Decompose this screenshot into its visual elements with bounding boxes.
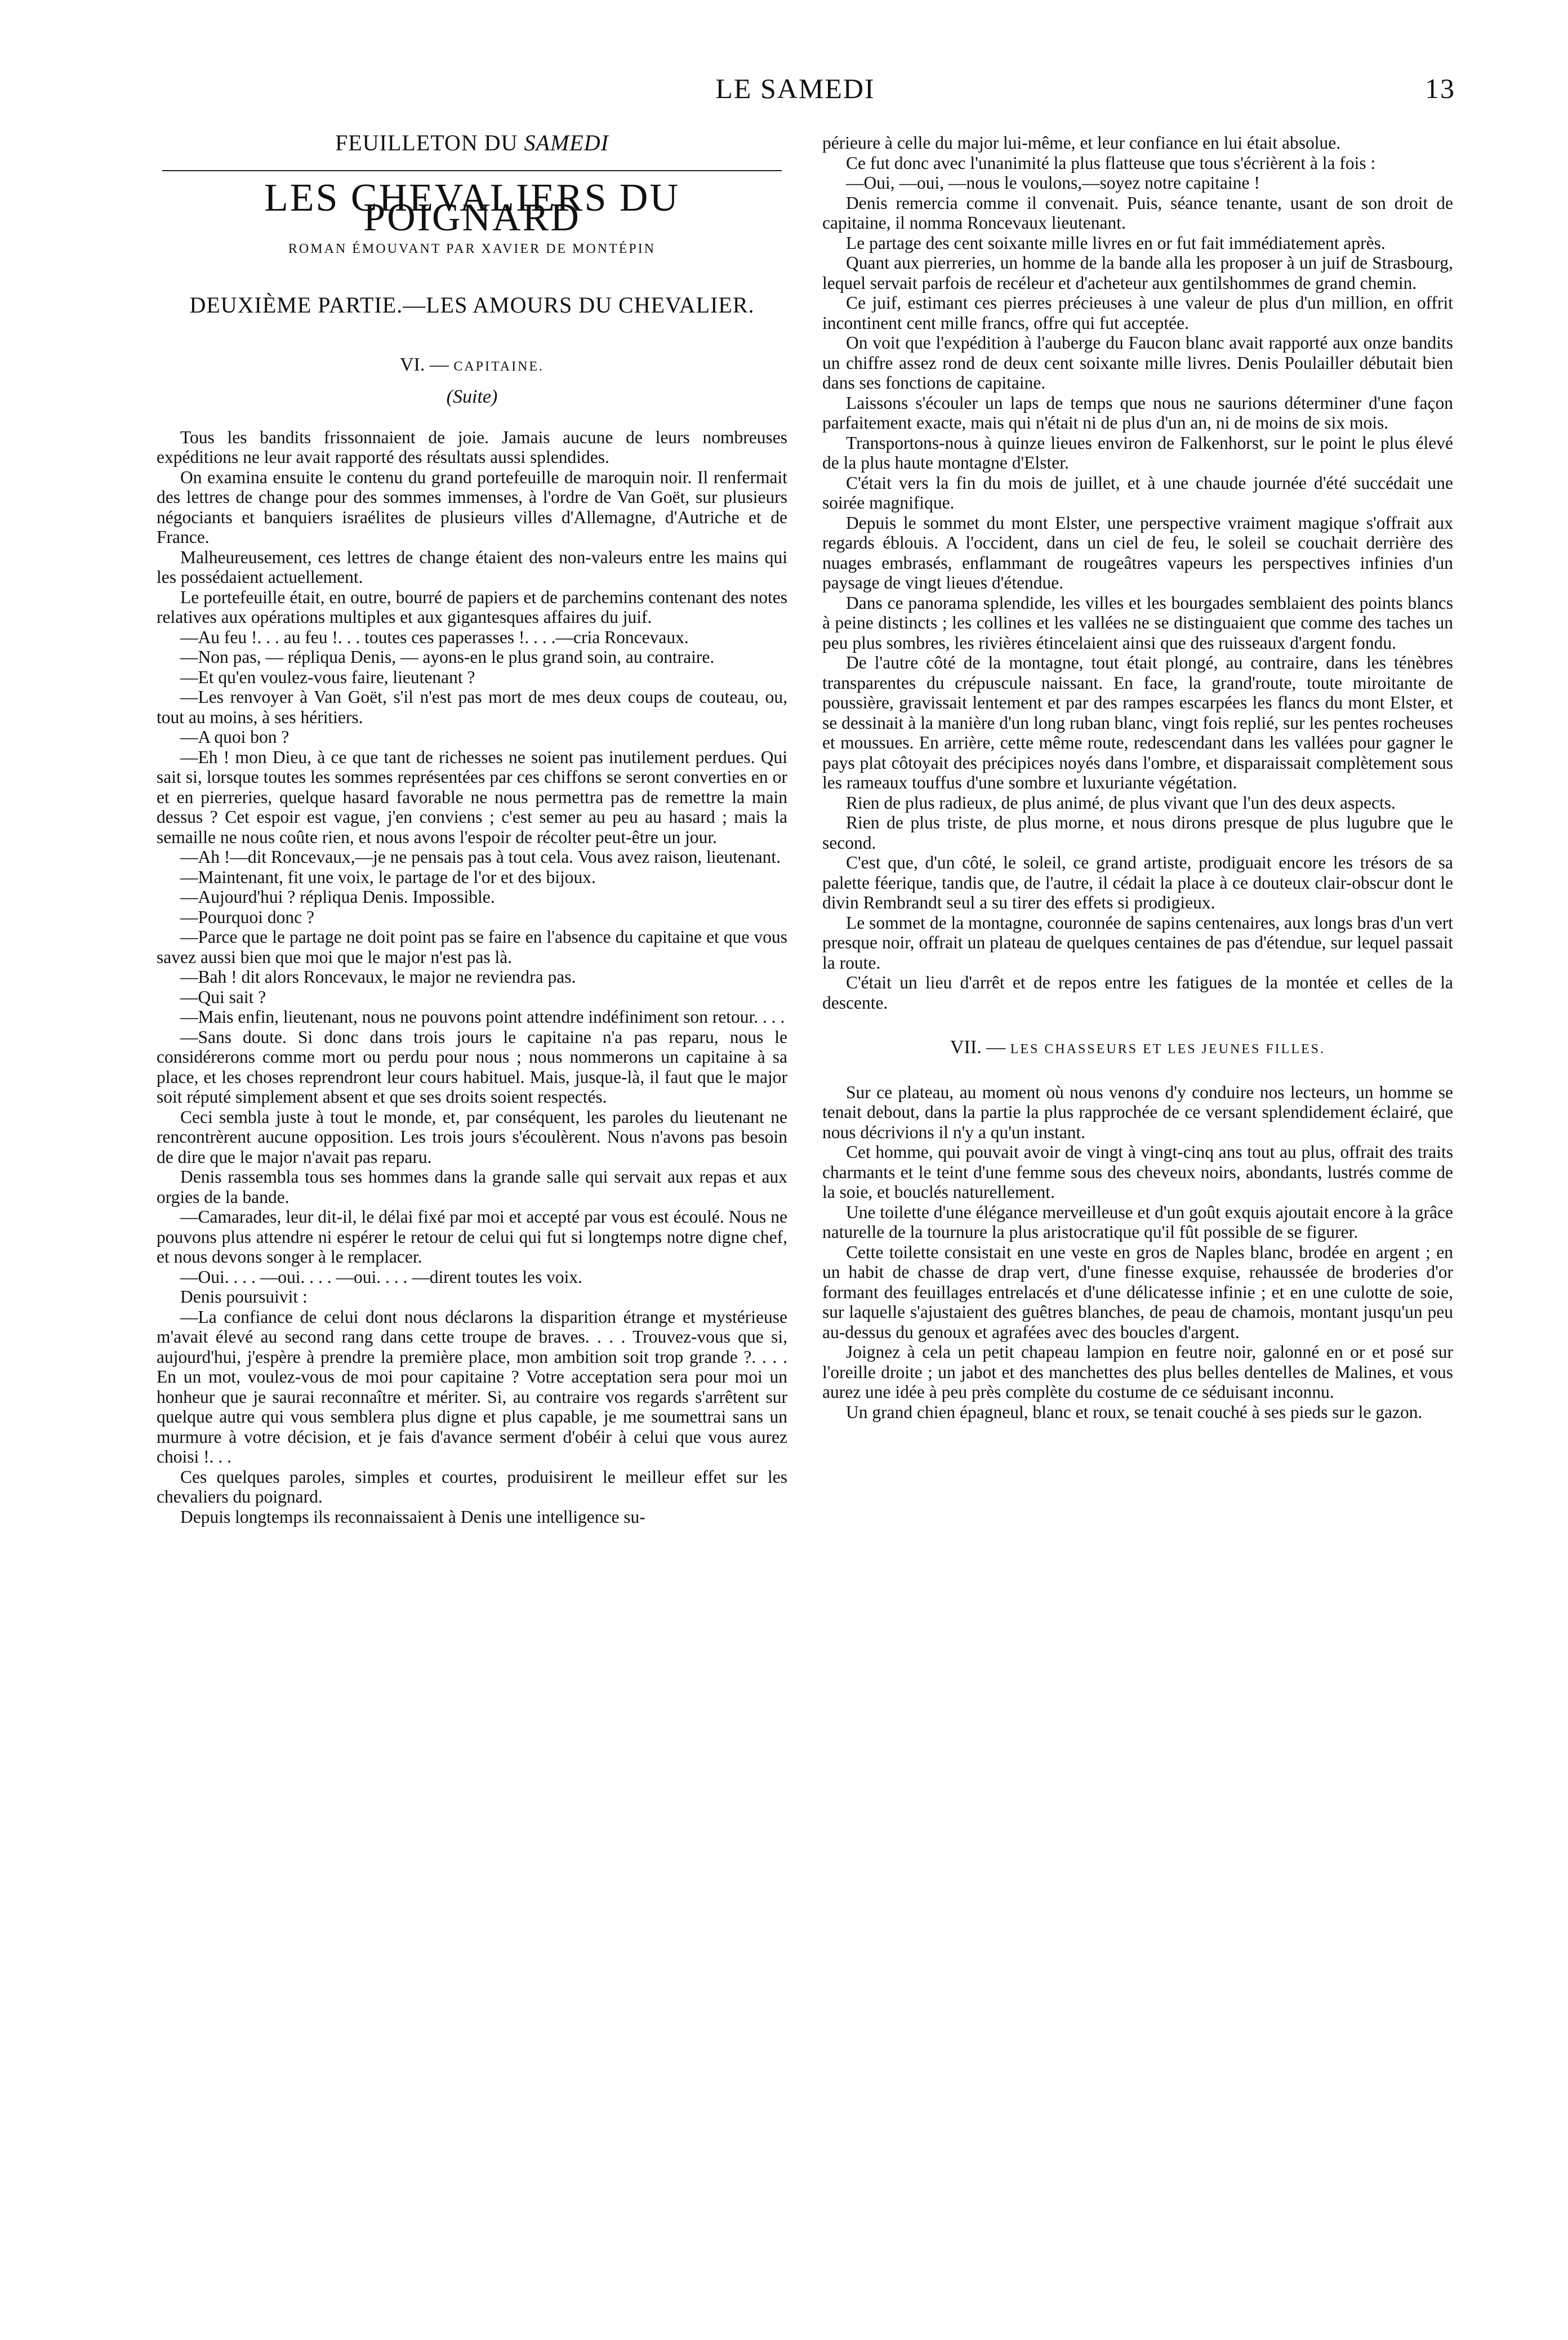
left-body-text [157,427,787,1527]
chapter-heading-vii: VII. — LES CHASSEURS ET LES JEUNES FILLES. [950,1037,1325,1058]
paragraph: —Eh ! mon Dieu, à ce que tant de richesses ne soient pas inutilement perdues. Qui sait si, lorsque toutes les sommes représentées par ces chiffons se seront converties en or et en pierreries, quelque hasard favorable ne nous permettra pas de remettre la main dessus ? Cet espoir est vague, j'en conviens ; c'est semer au peu au hasard ; mais la semaille ne nous coûte rien, et nous avons l'espoir de récolter peut-être un jour. [157,747,787,847]
paragraph: Laissons s'écouler un laps de temps que nous ne saurions déterminer d'une façon parfaitement exacte, mais qui n'était ni de plus d'un an, ni de moins de six mois. [822,393,1453,433]
novel-subtitle: ROMAN ÉMOUVANT PAR XAVIER DE MONTÉPIN [288,241,656,256]
paragraph: —Sans doute. Si donc dans trois jours le capitaine n'a pas reparu, nous le considérerons comme mort ou perdu pour nous ; nous nommerons un capitaine à sa place, et les choses reprendront leur cours habituel. Mais, jusque-là, il faut que le major soit réputé simplement absent et que ses droits soient respectés. [157,1027,787,1107]
paragraph: —Bah ! dit alors Roncevaux, le major ne reviendra pas. [180,967,576,987]
paragraph: Depuis longtemps ils reconnaissaient à Denis une intelligence su- [180,1506,645,1527]
paragraph: C'était vers la fin du mois de juillet, et à une chaude journée d'été succédait une soirée magnifique. [822,473,1453,512]
running-header [135,72,1455,108]
paragraph: De l'autre côté de la montagne, tout était plongé, au contraire, dans les ténèbres transparentes du crépuscule naissant. En face, la grand'route, toute miroitante de poussière, gravissait lentement et par des rampes escarpées les flancs du mont Elster, et se dessinait à la manière d'un long ruban blanc, vingt fois replié, sur les pentes rocheuses et moussues. En arrière, cette même route, redescendant dans les vallées pour gagner le pays plat côtoyait des précipices noyés dans l'ombre, et disparaissait complètement sous les rameaux touffus d'une sombre et luxuriante végétation. [822,653,1453,792]
right-column [822,133,1453,1422]
paragraph: —Qui sait ? [180,987,266,1007]
paragraph: Denis remercia comme il convenait. Puis, séance tenante, usant de son droit de capitaine, il nomma Roncevaux lieutenant. [822,193,1453,233]
paragraph: —Mais enfin, lieutenant, nous ne pouvons point attendre indéfiniment son retour. . . . [180,1007,785,1027]
paragraph: —Camarades, leur dit-il, le délai fixé par moi et accepté par vous est écoulé. Nous ne pouvons plus attendre ni espérer le retour de celui qui fut si longtemps notre digne chef, et nous devons songer à le remplacer. [157,1207,787,1267]
paragraph: Ceci sembla juste à tout le monde, et, par conséquent, les paroles du lieutenant ne rencontrèrent aucune opposition. Les trois jours s'écoulèrent. Nous n'avons pas besoin de dire que le major n'avait pas reparu. [157,1107,787,1167]
paragraph: —Parce que le partage ne doit point pas se faire en l'absence du capitaine et que vous savez aussi bien que moi que le major n'est pas là. [157,927,787,967]
paragraph: —Au feu !. . . au feu !. . . toutes ces paperasses !. . . .—cria Roncevaux. [180,627,689,647]
paragraph: Rien de plus radieux, de plus animé, de plus vivant que l'un des deux aspects. [846,792,1396,813]
paragraph: Malheureusement, ces lettres de change étaient des non-valeurs entre les mains qui les possédaient actuellement. [157,547,787,587]
paragraph: —Pourquoi donc ? [180,907,314,927]
paragraph: Un grand chien épagneul, blanc et roux, se tenait couché à ses pieds sur le gazon. [846,1402,1423,1422]
paragraph: Une toilette d'une élégance merveilleuse et d'un goût exquis ajoutait encore à la grâce naturelle de la tournure la plus aristocratique qu'il fût possible de se figurer. [822,1202,1453,1242]
paragraph: Cette toilette consistait en une veste en gros de Naples blanc, brodée en argent ; en un habit de chasse de drap vert, d'une finesse exquise, rehaussée de broderies d'or formant des feuillages entrelacés et d'une délicatesse infinie ; et en une culotte de soie, sur laquelle s'ajustaient des guêtres blanches, de peau de chamois, montant jusqu'un peu au-dessus du genoux et agrafées avec des boucles d'argent. [822,1242,1453,1342]
paragraph: Le partage des cent soixante mille livres en or fut fait immédiatement après. [846,233,1386,253]
paragraph: C'est que, d'un côté, le soleil, ce grand artiste, prodiguait encore les trésors de sa palette féerique, tandis que, de l'autre, il cédait la place à ce douteux clair-obscur dont le divin Rembrandt seul a su tirer des effets si prodigieux. [822,853,1453,912]
right-body-text [822,133,1453,1013]
paragraph: —La confiance de celui dont nous déclarons la disparition étrange et mystérieuse m'avait élevé au second rang dans cette troupe de braves. . . . Trouvez-vous que si, aujourd'hui, j'espère à prendre la première place, mon ambition soit trop grande ?. . . . En un mot, voulez-vous de moi pour capitaine ? Votre acceptation sera pour moi un honheur que je saurai reconnaître et mériter. Si, au contraire vos regards s'arrêtent sur quelque autre qui vous semblera plus digne et plus capable, je me soumettrai sans un murmure à votre décision, et je fais d'avance serment d'obéir à celui que vous aurez choisi !. . . [157,1307,787,1467]
paragraph: C'était un lieu d'arrêt et de repos entre les fatigues de la montée et celles de la descente. [822,973,1453,1013]
paragraph: —A quoi bon ? [180,727,289,747]
paragraph: —Non pas, — répliqua Denis, — ayons-en le plus grand soin, au contraire. [180,647,715,667]
paragraph: —Et qu'en voulez-vous faire, lieutenant ? [180,667,475,687]
paragraph: Joignez à cela un petit chapeau lampion en feutre noir, galonné en or et posé sur l'oreille droite ; un jabot et des manchettes des plus belles dentelles de Malines, et vous aurez une idée à peu près complète du costume de ce séduisant inconnu. [822,1342,1453,1402]
left-column [157,130,787,1527]
paragraph: —Ah !—dit Roncevaux,—je ne pensais pas à tout cela. Vous avez raison, lieutenant. [180,847,781,867]
paragraph: —Maintenant, fit une voix, le partage de l'or et des bijoux. [180,867,596,887]
paragraph: Quant aux pierreries, un homme de la bande alla les proposer à un juif de Strasbourg, lequel servait parfois de recéleur et d'acheteur aux gentilshommes de grand chemin. [822,253,1453,293]
running-title: LE SAMEDI [715,73,875,104]
feuilleton-label: FEUILLETON DU SAMEDI [335,130,609,155]
right-body-text-continued [822,1082,1453,1423]
paragraph: On examina ensuite le contenu du grand portefeuille de maroquin noir. Il renfermait des lettres de change pour des sommes immenses, à l'ordre de Van Goët, sur plusieurs négociants et banquiers israélites de plusieurs villes d'Allemagne, d'Autriche et de France. [157,467,787,547]
paragraph: —Oui, —oui, —nous le voulons,—soyez notre capitaine ! [846,173,1260,193]
paragraph: Denis rassembla tous ses hommes dans la grande salle qui servait aux repas et aux orgies de la bande. [157,1167,787,1207]
paragraph: On voit que l'expédition à l'auberge du Faucon blanc avait rapporté aux onze bandits un chiffre assez rond de deux cent soixante mille livres. Denis Poulailler débutait bien dans ses fonctions de capitaine. [822,333,1453,393]
paragraph: —Oui. . . . —oui. . . . —oui. . . . —dirent toutes les voix. [180,1267,582,1287]
chapter-heading: VI. — CAPITAINE. [399,354,545,375]
chapter-suite: (Suite) [446,386,498,407]
paragraph: —Les renvoyer à Van Goët, s'il n'est pas mort de mes deux coups de couteau, ou, tout au moins, à ses héritiers. [157,687,787,727]
paragraph: Depuis le sommet du mont Elster, une perspective vraiment magique s'offrait aux regards éblouis. A l'occident, dans un ciel de feu, le soleil se couchait derrière des nuages embrasés, enflammant de rougeâtres vapeurs les perspectives infinies d'un paysage de vingt lieues d'étendue. [822,512,1453,592]
paragraph: Le portefeuille était, en outre, bourré de papiers et de parchemins contenant des notes relatives aux opérations multiples et aux gigantesques affaires du juif. [157,587,787,627]
part-title: DEUXIÈME PARTIE.—LES AMOURS DU CHEVALIER. [189,292,755,318]
paragraph: Le sommet de la montagne, couronnée de sapins centenaires, aux longs bras d'un vert presque noir, offrait un plateau de quelques centaines de pas d'étendue, sur lequel passait la route. [822,912,1453,973]
paragraph: Rien de plus triste, de plus morne, et nous dirons presque de plus lugubre que le second. [822,813,1453,853]
paragraph: Denis poursuivit : [180,1287,308,1307]
paragraph: Cet homme, qui pouvait avoir de vingt à vingt-cinq ans tout au plus, offrait des traits charmants et le teint d'une femme sous des cheveux noirs, abondants, lustrés comme de la soie, et bouclés naturellement. [822,1142,1453,1202]
paragraph: Dans ce panorama splendide, les villes et les bourgades semblaient des points blancs à peine distincts ; les collines et les vallées ne se distinguaient que comme des taches un peu plus sombres, les rivières étincelaient ainsi que des ruisseaux d'argent fondu. [822,592,1453,653]
paragraph: Ce juif, estimant ces pierres précieuses à une valeur de plus d'un million, en offrit incontinent cent mille francs, offre qui fut acceptée. [822,293,1453,333]
paragraph: Ce fut donc avec l'unanimité la plus flatteuse que tous s'écrièrent à la fois : [846,153,1376,173]
paragraph: Sur ce plateau, au moment où nous venons d'y conduire nos lecteurs, un homme se tenait debout, dans la partie la plus rapprochée de ce versant splendidement éclairé, que nous décrivions il n'y a qu'un instant. [822,1082,1453,1142]
paragraph: périeure à celle du major lui-même, et leur confiance en lui était absolue. [822,133,1341,153]
header-rule [162,170,782,171]
paragraph: —Aujourd'hui ? répliqua Denis. Impossible. [180,887,495,907]
novel-title: LES CHEVALIERS DU POIGNARD [264,176,680,239]
page-number: 13 [1425,73,1455,104]
paragraph: Transportons-nous à quinze lieues environ de Falkenhorst, sur le point le plus élevé de la plus haute montagne d'Elster. [822,433,1453,473]
paragraph: Ces quelques paroles, simples et courtes, produisirent le meilleur effet sur les chevaliers du poignard. [157,1467,787,1506]
paragraph: Tous les bandits frissonnaient de joie. Jamais aucune de leurs nombreuses expéditions ne leur avait rapporté des résultats aussi splendides. [157,427,787,467]
